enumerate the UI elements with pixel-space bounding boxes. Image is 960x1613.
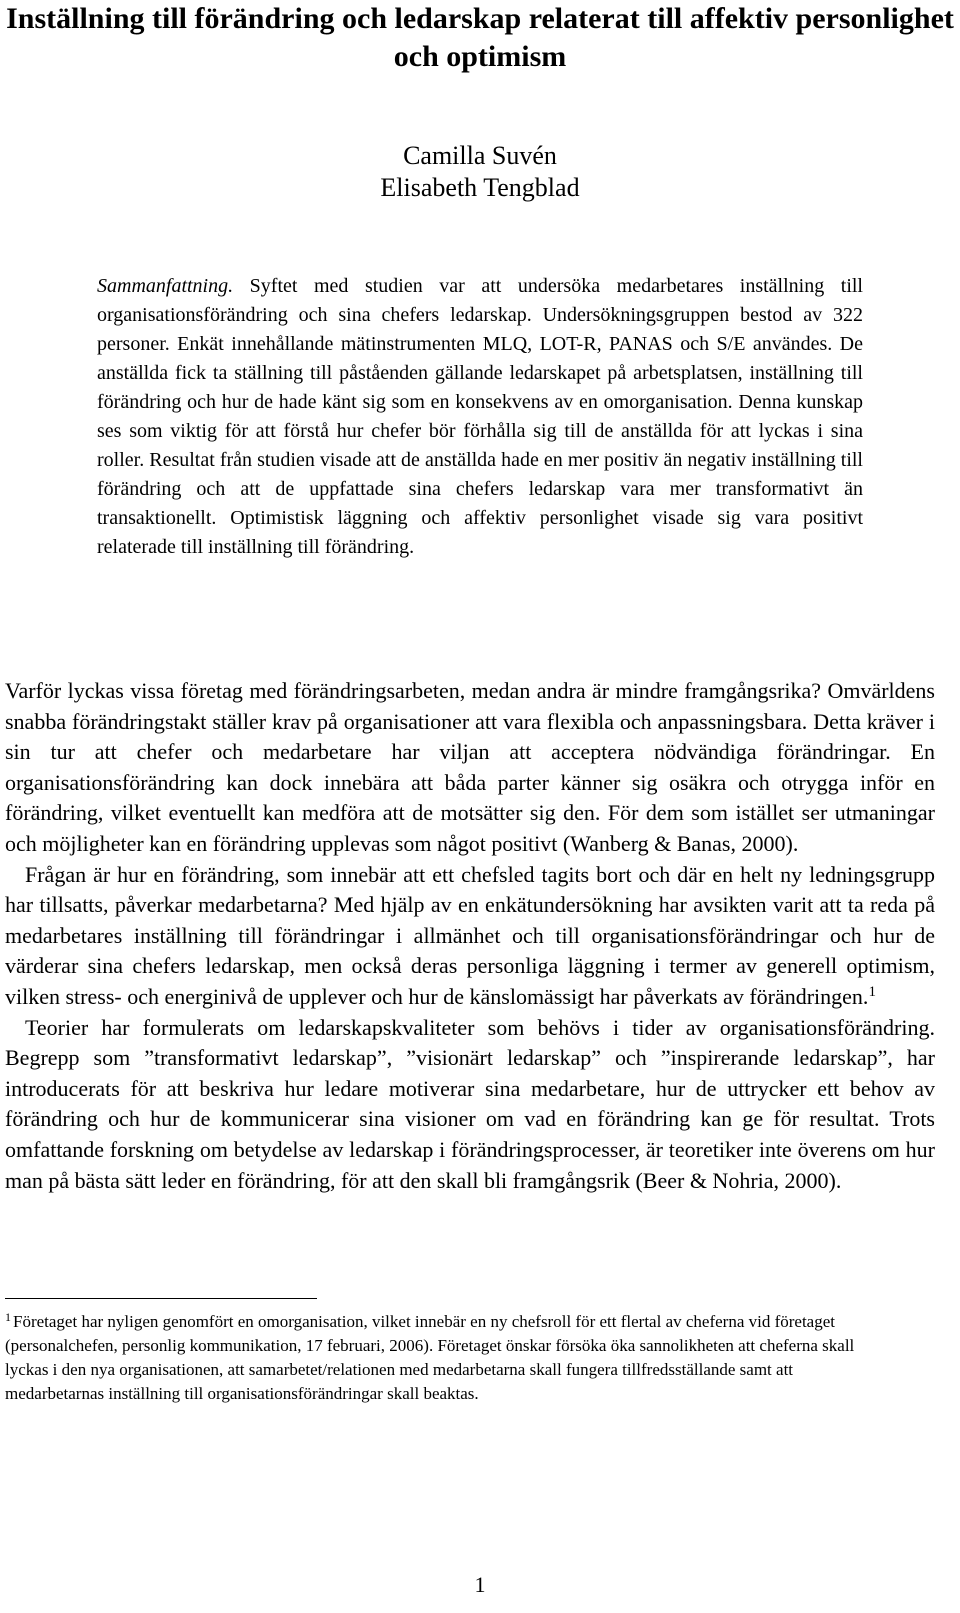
paper-title-text: Inställning till förändring och ledarskap relaterat till affektiv personlighet och optimism	[6, 2, 954, 73]
author-list	[0, 140, 960, 204]
author-name: Camilla Suvén	[403, 141, 557, 170]
page-number: 1	[474, 1572, 486, 1597]
abstract-text: Syftet med studien var att undersöka medarbetares inställning till organisationsförändring och sina chefers ledarskap. Undersökningsgruppen bestod av 322 personer. Enkät innehållande mätinstrumenten MLQ, LOT-R, PANAS och S/E användes. De anställda fick ta ställning till påståenden gällande ledarskapet på arbetsplatsen, inställning till förändring och hur de hade känt sig som en konsekvens av en omorganisation. Denna kunskap ses som viktig för att förstå hur chefer bör förhålla sig till de anställda för att lyckas i sina roller. Resultat från studien visade att de anställda hade en mer positiv än negativ inställning till förändring och att de uppfattade sina chefers ledarskap vara mer transformativt än transaktionellt. Optimistisk läggning och affektiv personlighet visade sig vara positivt relaterade till inställning till förändring.	[97, 275, 863, 558]
body-text	[5, 676, 935, 1196]
abstract-lead: Sammanfattning.	[97, 275, 234, 297]
body-paragraph: Varför lyckas vissa företag med förändringsarbeten, medan andra är mindre framgångsrika? Omvärldens snabba förändringstakt ställer krav på organisationer att vara flexibla och anpassningsbara. Detta kräver i sin tur att chefer och medarbetare har viljan att acceptera nödvändiga förändringar. En organisationsförändring kan dock innebära att båda parter känner sig osäkra och otrygga inför en förändring, vilket eventuellt kan medföra att de motsätter sig den. För dem som istället ser utmaningar och möjligheter kan en förändring upplevas som något positivt (Wanberg & Banas, 2000).	[5, 678, 935, 856]
body-paragraph	[5, 860, 935, 1013]
footnote-separator	[5, 1298, 317, 1299]
abstract	[97, 272, 863, 562]
author-name: Elisabeth Tengblad	[380, 173, 580, 202]
body-paragraph: Teorier har formulerats om ledarskapskvaliteter som behövs i tider av organisationsförändring. Begrepp som ”transformativt ledarskap”, ”visionärt ledarskap” och ”inspirerande ledarskap”, har introducerats för att beskriva hur ledare motiverar sina medarbetare, hur de uttrycker ett behov av förändring och hur de kommunicerar sina visioner om vad en förändring kan ge för resultat. Trots omfattande forskning om betydelse av ledarskap i förändringsprocesser, är teoretiker inte överens om hur man på bästa sätt leder en förändring, för att den skall bli framgångsrik (Beer & Nohria, 2000).	[5, 1014, 935, 1193]
footnote-reference[interactable]: 1	[868, 983, 876, 1000]
footnote-text: Företaget har nyligen genomfört en omorganisation, vilket innebär en ny chefsroll för ett flertal av cheferna vid företaget (personalchefen, personlig kommunikation, 17 februari, 2006). Företaget önskar försöka öka sannolikheten att cheferna skall lyckas i den nya organisationen, att samarbetet/relationen med medarbetarna skall fungera tillfredsställande samt att medarbetarnas inställning till organisationsförändringar skall beaktas.	[5, 1312, 855, 1403]
footnote	[5, 1310, 885, 1406]
footnote-marker: 1	[5, 1310, 11, 1324]
paper-title	[0, 0, 960, 76]
body-paragraph-text: Frågan är hur en förändring, som innebär att ett chefsled tagits bort och där en helt ny ledningsgrupp har tillsatts, påverkar medarbetarna? Med hjälp av en enkätundersökning har avsikten varit att ta reda på medarbetares inställning till förändringar i allmänhet och till organisationsförändringar och hur de värderar sina chefers ledarskap, men också deras personliga läggning i termer av generell optimism, vilken stress- och energinivå de upplever och hur de känslomässigt har påverkats av förändringen.	[5, 861, 935, 1009]
